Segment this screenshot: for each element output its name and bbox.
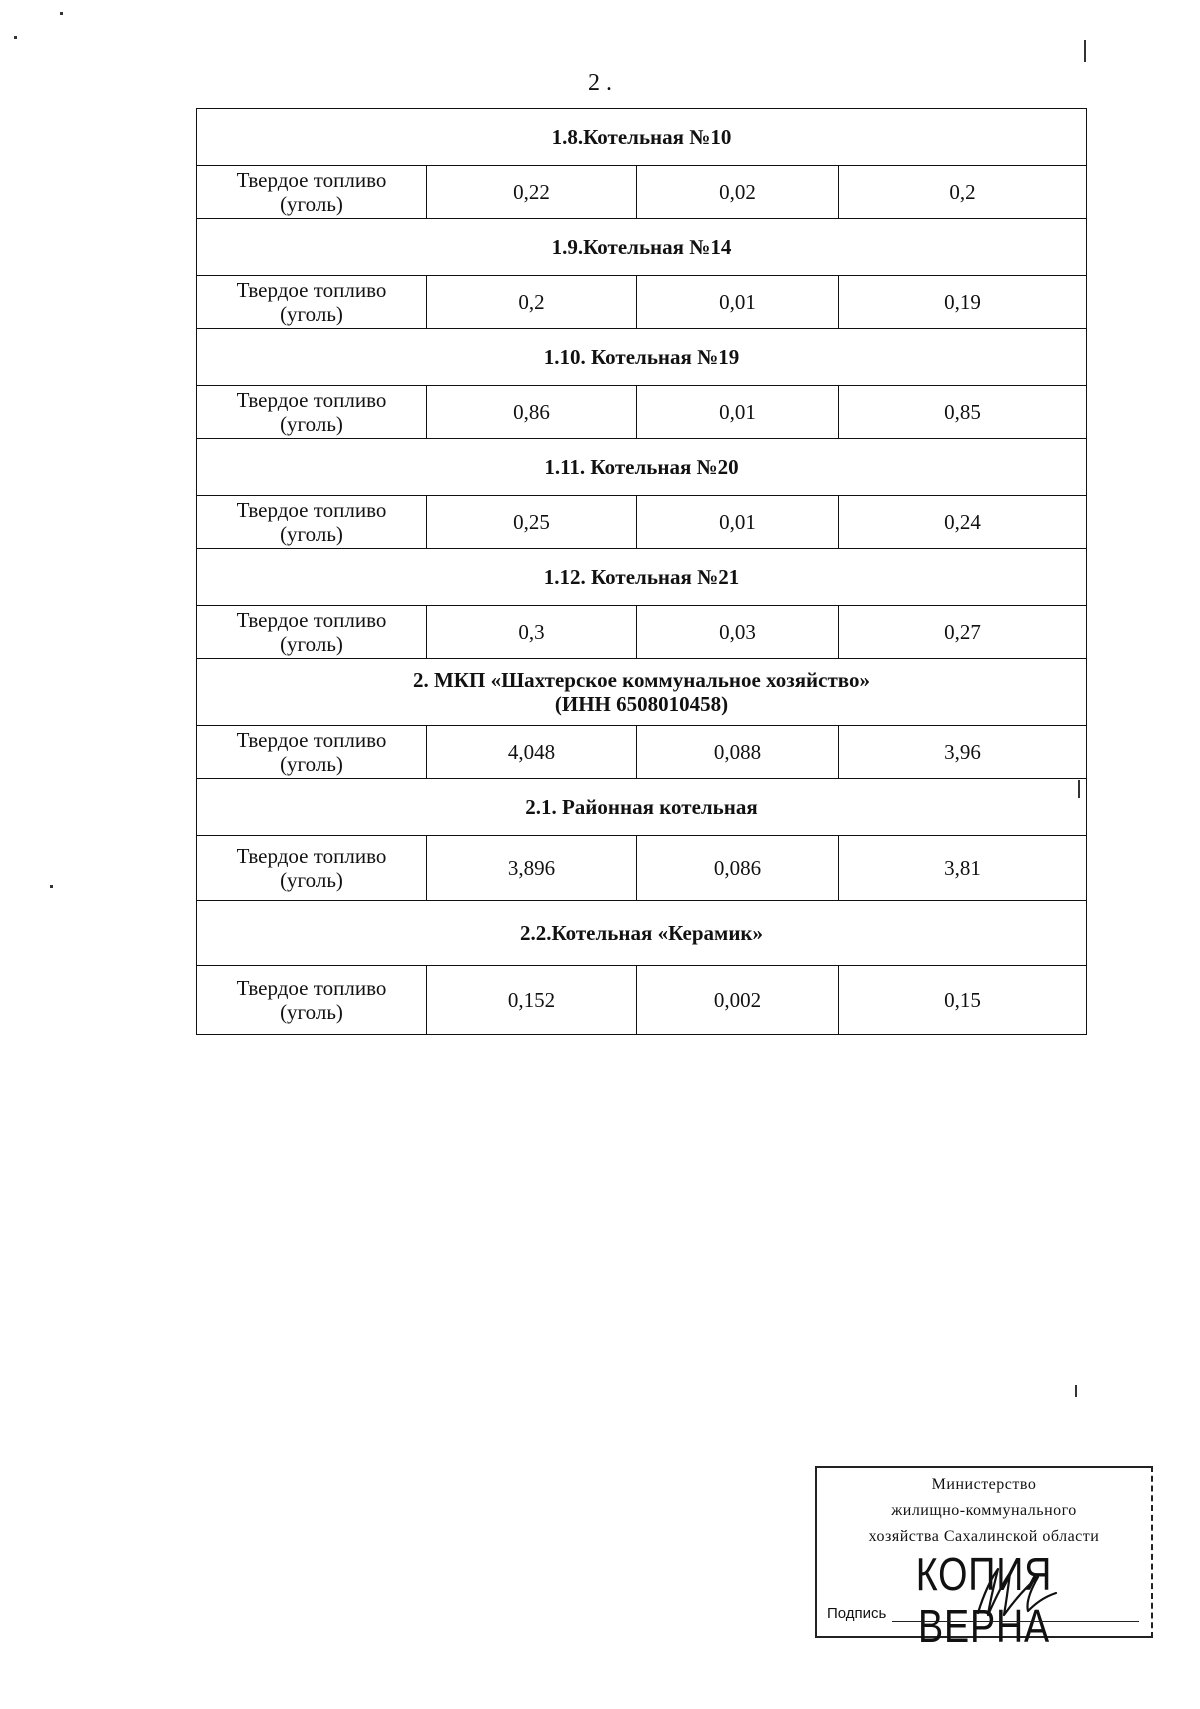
section-header-row xyxy=(197,901,1087,966)
scan-speck xyxy=(60,12,63,15)
section-header-row xyxy=(197,219,1087,276)
table-row xyxy=(197,836,1087,901)
page-number: 2 . xyxy=(588,70,612,96)
certified-copy-stamp xyxy=(815,1466,1153,1652)
value-cell: 3,81 xyxy=(839,836,1087,901)
fuel-type-label: Твердое топливо (уголь) xyxy=(197,276,427,329)
table-row xyxy=(197,166,1087,219)
value-cell: 4,048 xyxy=(427,726,637,779)
value-cell: 3,96 xyxy=(839,726,1087,779)
value-cell: 0,25 xyxy=(427,496,637,549)
value-cell: 0,01 xyxy=(637,386,839,439)
section-title: 1.9.Котельная №14 xyxy=(197,219,1087,276)
stamp-signature-row xyxy=(827,1605,1139,1622)
value-cell: 0,088 xyxy=(637,726,839,779)
handwritten-signature-icon xyxy=(970,1563,1060,1619)
stamp-ministry-line: жилищно-коммунального xyxy=(891,1502,1077,1519)
value-cell: 0,22 xyxy=(427,166,637,219)
table-row xyxy=(197,496,1087,549)
table-row xyxy=(197,606,1087,659)
value-cell: 3,896 xyxy=(427,836,637,901)
scan-speck xyxy=(1084,40,1086,62)
section-title: 2.1. Районная котельная xyxy=(197,779,1087,836)
value-cell: 0,2 xyxy=(839,166,1087,219)
stamp-ministry-line: Министерство xyxy=(931,1476,1037,1493)
value-cell: 0,24 xyxy=(839,496,1087,549)
stamp-sign-label: Подпись xyxy=(827,1605,887,1622)
value-cell: 0,01 xyxy=(637,276,839,329)
value-cell: 0,002 xyxy=(637,966,839,1035)
organization-header-row xyxy=(197,659,1087,726)
section-title: 1.8.Котельная №10 xyxy=(197,109,1087,166)
value-cell: 0,152 xyxy=(427,966,637,1035)
value-cell: 0,85 xyxy=(839,386,1087,439)
table-row xyxy=(197,726,1087,779)
section-title: 1.12. Котельная №21 xyxy=(197,549,1087,606)
stamp-title: КОПИЯ ВЕРНА xyxy=(915,1548,1053,1652)
value-cell: 0,02 xyxy=(637,166,839,219)
section-title: 2.2.Котельная «Керамик» xyxy=(197,901,1087,966)
fuel-type-label: Твердое топливо (уголь) xyxy=(197,166,427,219)
section-header-row xyxy=(197,329,1087,386)
table-row xyxy=(197,966,1087,1035)
section-header-row xyxy=(197,549,1087,606)
scan-speck xyxy=(1078,780,1080,798)
fuel-type-label: Твердое топливо (уголь) xyxy=(197,386,427,439)
value-cell: 0,27 xyxy=(839,606,1087,659)
signature-line xyxy=(892,1607,1139,1622)
fuel-type-label: Твердое топливо (уголь) xyxy=(197,966,427,1035)
section-title: 1.10. Котельная №19 xyxy=(197,329,1087,386)
section-header-row xyxy=(197,439,1087,496)
section-title: 1.11. Котельная №20 xyxy=(197,439,1087,496)
table-row xyxy=(197,276,1087,329)
scan-speck xyxy=(14,36,17,39)
fuel-consumption-table xyxy=(196,108,1087,1035)
value-cell: 0,15 xyxy=(839,966,1087,1035)
value-cell: 0,19 xyxy=(839,276,1087,329)
value-cell: 0,03 xyxy=(637,606,839,659)
organization-title: 2. МКП «Шахтерское коммунальное хозяйство» (ИНН 6508010458) xyxy=(197,659,1087,726)
fuel-type-label: Твердое топливо (уголь) xyxy=(197,496,427,549)
fuel-type-label: Твердое топливо (уголь) xyxy=(197,836,427,901)
section-header-row xyxy=(197,779,1087,836)
fuel-type-label: Твердое топливо (уголь) xyxy=(197,606,427,659)
value-cell: 0,01 xyxy=(637,496,839,549)
value-cell: 0,86 xyxy=(427,386,637,439)
value-cell: 0,3 xyxy=(427,606,637,659)
section-header-row xyxy=(197,109,1087,166)
scan-speck xyxy=(50,885,53,888)
table-row xyxy=(197,386,1087,439)
stamp-ministry-line: хозяйства Сахалинской области xyxy=(868,1528,1100,1545)
fuel-type-label: Твердое топливо (уголь) xyxy=(197,726,427,779)
scan-speck xyxy=(1075,1385,1077,1397)
value-cell: 0,2 xyxy=(427,276,637,329)
value-cell: 0,086 xyxy=(637,836,839,901)
